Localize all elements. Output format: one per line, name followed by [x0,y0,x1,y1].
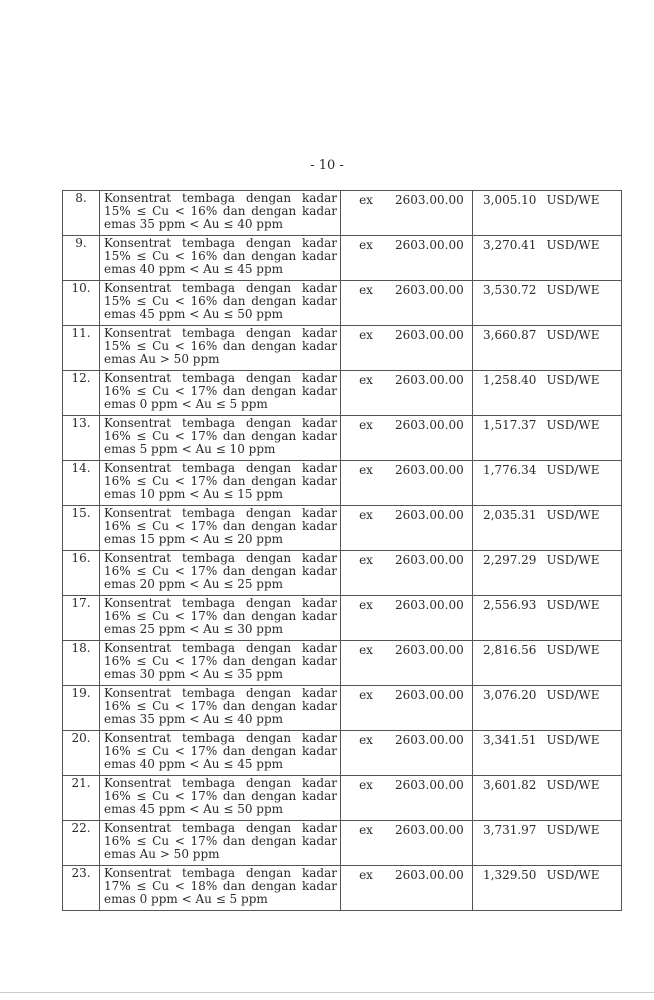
table-row [63,461,622,506]
row-number: 17. [63,596,100,641]
description-line: Konsentrat tembaga dengan kadar [104,236,337,250]
row-number: 20. [63,731,100,776]
table-row [63,596,622,641]
hs-code: 2603.00.00 [395,328,464,342]
description-line: 15% ≤ Cu < 16% dan dengan kadar [104,204,337,218]
hs-code-cell [341,506,473,551]
description-line: 16% ≤ Cu < 17% dan dengan kadar [104,384,337,398]
ex-marker: ex [359,733,373,747]
description-line: emas 25 ppm < Au ≤ 30 ppm [104,622,284,636]
description-line: emas Au > 50 ppm [104,352,220,366]
description-line: 16% ≤ Cu < 17% dan dengan kadar [104,519,337,533]
table-row [63,551,622,596]
price-value: 1,258.40 [483,373,537,387]
price-cell [473,686,622,731]
description-line: emas 40 ppm < Au ≤ 45 ppm [104,262,284,276]
price-cell [473,506,622,551]
description-line: 16% ≤ Cu < 17% dan dengan kadar [104,744,337,758]
price-value: 3,005.10 [483,193,537,207]
description-line: emas 35 ppm < Au ≤ 40 ppm [104,712,284,726]
description-line: emas 45 ppm < Au ≤ 50 ppm [104,307,284,321]
hs-code: 2603.00.00 [395,193,464,207]
description-line: Konsentrat tembaga dengan kadar [104,461,337,475]
price-unit: USD/WE [546,283,600,297]
row-number: 13. [63,416,100,461]
ex-marker: ex [359,823,373,837]
table-row [63,686,622,731]
hs-code-cell [341,326,473,371]
row-number: 18. [63,641,100,686]
ex-marker: ex [359,463,373,477]
description-line: 17% ≤ Cu < 18% dan dengan kadar [104,879,337,893]
ex-marker: ex [359,373,373,387]
product-description [100,416,341,461]
product-description [100,596,341,641]
description-line: 15% ≤ Cu < 16% dan dengan kadar [104,294,337,308]
ex-marker: ex [359,508,373,522]
description-line: Konsentrat tembaga dengan kadar [104,371,337,385]
description-line: 16% ≤ Cu < 17% dan dengan kadar [104,654,337,668]
description-line: emas 30 ppm < Au ≤ 35 ppm [104,667,284,681]
description-line: emas 40 ppm < Au ≤ 45 ppm [104,757,284,771]
hs-code: 2603.00.00 [395,283,464,297]
product-description [100,866,341,911]
price-cell [473,866,622,911]
hs-code: 2603.00.00 [395,238,464,252]
row-number: 15. [63,506,100,551]
row-number: 19. [63,686,100,731]
hs-code: 2603.00.00 [395,598,464,612]
hs-code-cell [341,686,473,731]
description-line: 15% ≤ Cu < 16% dan dengan kadar [104,249,337,263]
price-value: 2,297.29 [483,553,537,567]
table-row [63,281,622,326]
row-number: 14. [63,461,100,506]
price-unit: USD/WE [546,868,600,882]
description-line: Konsentrat tembaga dengan kadar [104,866,337,880]
price-value: 3,341.51 [483,733,537,747]
hs-code-cell [341,416,473,461]
description-line: emas 0 ppm < Au ≤ 5 ppm [104,397,268,411]
page-number: - 10 - [310,158,344,173]
table-row [63,866,622,911]
hs-code-cell [341,821,473,866]
table-row [63,776,622,821]
table-row [63,236,622,281]
description-line: 16% ≤ Cu < 17% dan dengan kadar [104,474,337,488]
price-value: 2,035.31 [483,508,537,522]
price-cell [473,596,622,641]
description-line: Konsentrat tembaga dengan kadar [104,506,337,520]
product-description [100,371,341,416]
price-unit: USD/WE [546,643,600,657]
description-line: emas 45 ppm < Au ≤ 50 ppm [104,802,284,816]
table-row [63,731,622,776]
description-line: Konsentrat tembaga dengan kadar [104,551,337,565]
hs-code: 2603.00.00 [395,868,464,882]
hs-code: 2603.00.00 [395,553,464,567]
price-cell [473,371,622,416]
price-cell [473,641,622,686]
price-unit: USD/WE [546,553,600,567]
description-line: 16% ≤ Cu < 17% dan dengan kadar [104,834,337,848]
table-row [63,371,622,416]
table-row [63,416,622,461]
row-number: 23. [63,866,100,911]
product-description [100,191,341,236]
ex-marker: ex [359,868,373,882]
hs-code: 2603.00.00 [395,823,464,837]
description-line: Konsentrat tembaga dengan kadar [104,416,337,430]
row-number: 12. [63,371,100,416]
price-cell [473,776,622,821]
page-edge-line [0,992,654,993]
hs-code: 2603.00.00 [395,418,464,432]
description-line: 15% ≤ Cu < 16% dan dengan kadar [104,339,337,353]
product-description [100,461,341,506]
price-unit: USD/WE [546,598,600,612]
row-number: 16. [63,551,100,596]
ex-marker: ex [359,283,373,297]
price-value: 3,660.87 [483,328,537,342]
ex-marker: ex [359,778,373,792]
price-unit: USD/WE [546,733,600,747]
price-value: 3,601.82 [483,778,537,792]
row-number: 10. [63,281,100,326]
description-line: emas 20 ppm < Au ≤ 25 ppm [104,577,284,591]
price-unit: USD/WE [546,463,600,477]
description-line: 16% ≤ Cu < 17% dan dengan kadar [104,789,337,803]
row-number: 11. [63,326,100,371]
description-line: 16% ≤ Cu < 17% dan dengan kadar [104,609,337,623]
price-unit: USD/WE [546,328,600,342]
price-cell [473,236,622,281]
price-value: 1,776.34 [483,463,537,477]
hs-code-cell [341,191,473,236]
description-line: 16% ≤ Cu < 17% dan dengan kadar [104,564,337,578]
row-number: 9. [63,236,100,281]
table-row [63,191,622,236]
row-number: 8. [63,191,100,236]
ex-marker: ex [359,328,373,342]
description-line: emas 35 ppm < Au ≤ 40 ppm [104,217,284,231]
price-unit: USD/WE [546,418,600,432]
hs-code: 2603.00.00 [395,508,464,522]
hs-code-cell [341,281,473,326]
description-line: Konsentrat tembaga dengan kadar [104,821,337,835]
ex-marker: ex [359,238,373,252]
table-row [63,821,622,866]
price-unit: USD/WE [546,508,600,522]
description-line: Konsentrat tembaga dengan kadar [104,326,337,340]
hs-code: 2603.00.00 [395,733,464,747]
price-value: 1,329.50 [483,868,537,882]
price-value: 3,530.72 [483,283,537,297]
ex-marker: ex [359,688,373,702]
ex-marker: ex [359,643,373,657]
price-unit: USD/WE [546,193,600,207]
product-description [100,821,341,866]
row-number: 22. [63,821,100,866]
hs-code-cell [341,641,473,686]
ex-marker: ex [359,193,373,207]
hs-code: 2603.00.00 [395,643,464,657]
description-line: Konsentrat tembaga dengan kadar [104,776,337,790]
description-line: Konsentrat tembaga dengan kadar [104,596,337,610]
description-line: Konsentrat tembaga dengan kadar [104,641,337,655]
hs-code-cell [341,236,473,281]
description-line: Konsentrat tembaga dengan kadar [104,686,337,700]
product-description [100,326,341,371]
price-cell [473,821,622,866]
description-line: 16% ≤ Cu < 17% dan dengan kadar [104,429,337,443]
price-unit: USD/WE [546,823,600,837]
price-value: 2,816.56 [483,643,537,657]
hs-code-cell [341,731,473,776]
table-row [63,641,622,686]
description-line: Konsentrat tembaga dengan kadar [104,191,337,205]
product-description [100,731,341,776]
hs-code: 2603.00.00 [395,373,464,387]
description-line: emas 0 ppm < Au ≤ 5 ppm [104,892,268,906]
price-value: 3,731.97 [483,823,537,837]
row-number: 21. [63,776,100,821]
product-description [100,281,341,326]
description-line: emas 15 ppm < Au ≤ 20 ppm [104,532,284,546]
price-table [62,190,622,911]
product-description [100,551,341,596]
hs-code-cell [341,596,473,641]
description-line: 16% ≤ Cu < 17% dan dengan kadar [104,699,337,713]
description-line: emas 5 ppm < Au ≤ 10 ppm [104,442,276,456]
table-row [63,506,622,551]
product-description [100,641,341,686]
product-description [100,686,341,731]
product-description [100,776,341,821]
ex-marker: ex [359,418,373,432]
hs-code-cell [341,371,473,416]
hs-code-cell [341,866,473,911]
table-row [63,326,622,371]
hs-code-cell [341,551,473,596]
price-cell [473,191,622,236]
price-value: 3,270.41 [483,238,537,252]
price-cell [473,281,622,326]
price-cell [473,416,622,461]
product-description [100,236,341,281]
description-line: emas Au > 50 ppm [104,847,220,861]
description-line: Konsentrat tembaga dengan kadar [104,731,337,745]
price-cell [473,461,622,506]
price-value: 1,517.37 [483,418,537,432]
hs-code: 2603.00.00 [395,463,464,477]
hs-code-cell [341,461,473,506]
price-unit: USD/WE [546,373,600,387]
hs-code: 2603.00.00 [395,778,464,792]
description-line: emas 10 ppm < Au ≤ 15 ppm [104,487,284,501]
ex-marker: ex [359,553,373,567]
price-cell [473,551,622,596]
ex-marker: ex [359,598,373,612]
product-description [100,506,341,551]
hs-code: 2603.00.00 [395,688,464,702]
description-line: Konsentrat tembaga dengan kadar [104,281,337,295]
price-cell [473,731,622,776]
price-value: 2,556.93 [483,598,537,612]
price-unit: USD/WE [546,238,600,252]
price-cell [473,326,622,371]
price-value: 3,076.20 [483,688,537,702]
price-unit: USD/WE [546,778,600,792]
hs-code-cell [341,776,473,821]
price-unit: USD/WE [546,688,600,702]
